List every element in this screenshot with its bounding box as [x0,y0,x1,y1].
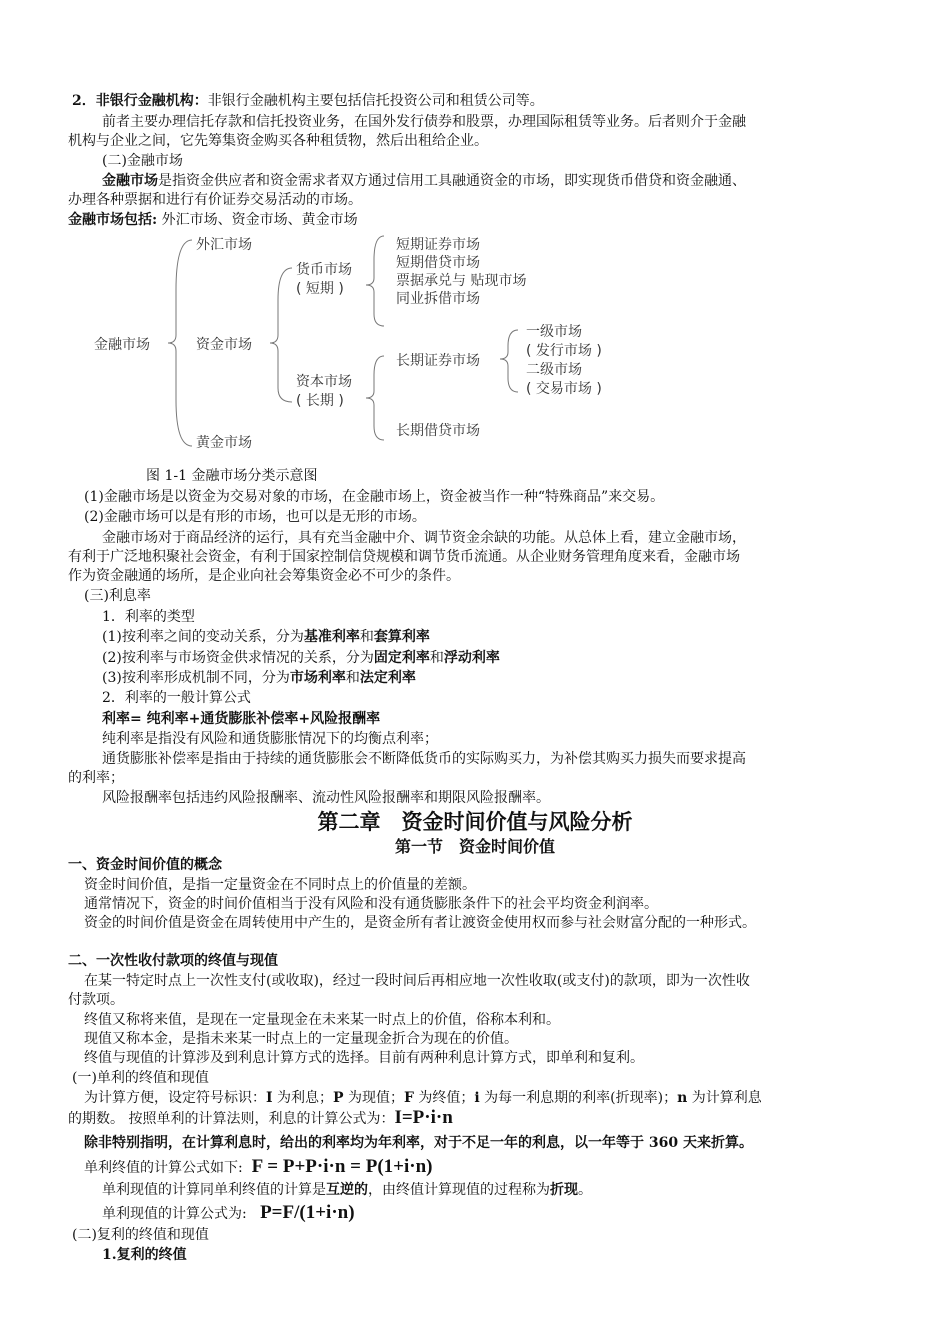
term: 基准利率 [303,629,360,645]
term: 固定利率 [373,650,430,666]
term: 市场利率 [289,670,346,686]
subheading: 1.复利的终值 [102,1247,187,1263]
para-line: 通货膨胀补偿率是指由于持续的通货膨胀会不断降低货币的实际购买力，为补偿其购买力损失而要求提高 [102,751,746,767]
note: 除非特别指明，在计算利息时，给出的利率均为年利率，对于不足一年的利息，以一年等于 360 天来折算。 [84,1135,753,1151]
term: 法定利率 [359,670,416,686]
text: 非银行金融机构主要包括信托投资公司和租赁公司等。 [207,93,544,109]
term: 折现 [550,1182,578,1198]
rate-type [102,649,918,667]
node-long-loan: 长期借贷市场 [396,423,480,439]
rate-type [102,669,918,687]
text: 和 [359,629,374,645]
para-symbols [84,1089,900,1107]
para-line: 金融市场对于商品经济的运行，具有充当金融中介、调节资金余缺的功能。从总体上看，建立金融市场， [102,530,746,546]
para-line: 现值又称本金，是指未来某一时点上的一定量现金折合为现在的价值。 [84,1031,518,1047]
formula-pv: P=F/(1+i·n) [260,1202,355,1223]
text: 为每一利息期的利率(折现率)； [479,1090,678,1106]
node-cap-term: ( 长期 ) [296,393,344,409]
term: 金融市场 [102,173,158,189]
para-line: 付款项。 [68,992,124,1008]
subheading: 1．利率的类型 [102,609,195,625]
subheading: 2．利率的一般计算公式 [102,690,251,706]
node-sec-item: ( 交易市场 ) [526,381,602,397]
term: 浮动利率 [443,650,500,666]
node-cap-market: 资本市场 [296,374,352,390]
bracket-cap [366,356,384,440]
para-line: 资金时间价值，是指一定量资金在不同时点上的价值量的差额。 [84,877,476,893]
text: 为现值； [343,1090,404,1106]
text: (3)按利率形成机制不同，分为 [102,670,290,686]
para-line: 在某一特定时点上一次性支付(或收取)，经过一段时间后再相应地一次性收取(或支付)的款项，即为一次性收 [84,973,750,989]
bracket-root [168,240,192,446]
text: 单利现值的计算公式为: [102,1206,247,1222]
subheading: (一)单利的终值和现值 [72,1070,209,1086]
text: 单利终值的计算公式如下: [84,1160,243,1176]
chapter-title: 第二章 资金时间价值与风险分析 [317,810,633,834]
para-line: 机构与企业之间，它先筹集资金购买各种租赁物，然后出租给企业。 [68,133,488,149]
node-root: 金融市场 [94,337,150,353]
subheading: (二)复利的终值和现值 [72,1227,209,1243]
node-long-sec: 长期证券市场 [396,353,480,369]
node-gold: 黄金市场 [196,435,252,451]
formula-interest: I=P·i·n [394,1107,453,1128]
para-line: 终值又称将来值，是现在一定量现金在未来某一时点上的价值，俗称本利和。 [84,1012,560,1028]
rate-formula: 利率= 纯利率+通货膨胀补偿率+风险报酬率 [102,711,381,727]
list-item: (2)金融市场可以是有形的市场，也可以是无形的市场。 [84,509,426,525]
bracket-capital [270,268,292,402]
para-line [84,1158,900,1177]
node-money-market: 货币市场 [296,262,352,278]
section-heading: (三)利息率 [84,588,151,604]
node-sec-item: ( 发行市场 ) [526,343,602,359]
para-line: 有利于广泛地积聚社会资金，有利于国家控制信贷规模和调节货币流通。从企业财务管理角度来看，金融市场 [68,549,740,565]
formula-fv: F = P+P·i·n = P(1+i·n) [251,1156,433,1177]
para-line: 资金的时间价值是资金在周转使用中产生的，是资金所有者让渡资金使用权而参与社会财富分配的一种形式。 [84,915,756,931]
para-line: 风险报酬率包括违约风险报酬率、流动性风险报酬率和期限风险报酬率。 [102,790,550,806]
section-heading: (二)金融市场 [102,153,183,169]
text: 为计算方便，设定符号标识： [84,1090,266,1106]
para-line [102,1181,918,1199]
text: 为利息； [272,1090,334,1106]
node-money-item: 短期证券市场 [396,237,480,253]
text: 。 [578,1182,592,1198]
heading: 一、资金时间价值的概念 [68,857,222,873]
text: 外汇市场、资金市场、黄金市场 [157,212,358,228]
para-line: 通常情况下，资金的时间价值相当于没有风险和没有通货膨胀条件下的社会平均资金利润率。 [84,896,658,912]
term: 套算利率 [373,629,430,645]
term: 互逆的 [326,1182,368,1198]
symbol: n [677,1090,688,1106]
para-line: 纯利率是指没有风险和通货膨胀情况下的均衡点利率； [102,731,438,747]
symbol: I [266,1090,273,1106]
rate-type [102,628,918,646]
text: (2)按利率与市场资金供求情况的关系，分为 [102,650,374,666]
para-line: 的利率； [68,770,124,786]
node-money-item: 短期借贷市场 [396,255,480,271]
symbol: P [333,1090,344,1106]
para-line: 终值与现值的计算涉及到利息计算方式的选择。目前有两种利息计算方式，即单利和复利。 [84,1050,644,1066]
text: ，由终值计算现值的过程称为 [368,1182,550,1198]
para-line: 作为资金融通的场所，是企业向社会筹集资金必不可少的条件。 [68,568,460,584]
symbol: i [474,1090,480,1106]
bracket-sec [500,330,518,392]
node-forex: 外汇市场 [196,237,252,253]
node-money-item: 票据承兑与 贴现市场 [396,273,527,289]
para-line [102,1204,918,1223]
para-line: 办理各种票据和进行有价证券交易活动的市场。 [68,192,362,208]
label: 2．非银行金融机构： [72,93,208,109]
text: 为终值； [413,1090,475,1106]
text: 和 [345,670,360,686]
text: 和 [429,650,444,666]
para-line [68,1109,884,1128]
node-sec-item: 一级市场 [526,324,582,340]
para-line: 前者主要办理信托存款和信托投资业务，在国外发行债券和股票，办理国际租赁等业务。后者则介于金融 [102,114,746,130]
symbol: F [404,1090,414,1106]
node-money-item: 同业拆借市场 [396,291,480,307]
list-item: (1)金融市场是以资金为交易对象的市场，在金融市场上，资金被当作一种“特殊商品”来交易。 [84,489,665,505]
node-sec-item: 二级市场 [526,362,582,378]
section-title: 第一节 资金时间价值 [394,837,555,856]
text: 为计算利息 [687,1090,762,1106]
text: 的期数。 按照单利的计算法则，利息的计算公式为： [68,1111,395,1127]
text: 单利现值的计算同单利终值的计算是 [102,1182,326,1198]
node-capital: 资金市场 [196,337,252,353]
text: (1)按利率之间的变动关系，分为 [102,629,304,645]
figure-caption: 图 1-1 金融市场分类示意图 [146,468,318,484]
label: 金融市场包括: [68,212,158,228]
node-money-term: ( 短期 ) [296,281,344,297]
heading: 二、一次性收付款项的终值与现值 [68,953,278,969]
bracket-money [366,236,384,326]
text: 是指资金供应者和资金需求者双方通过信用工具融通资金的市场，即实现货币借贷和资金融通、 [158,173,746,189]
